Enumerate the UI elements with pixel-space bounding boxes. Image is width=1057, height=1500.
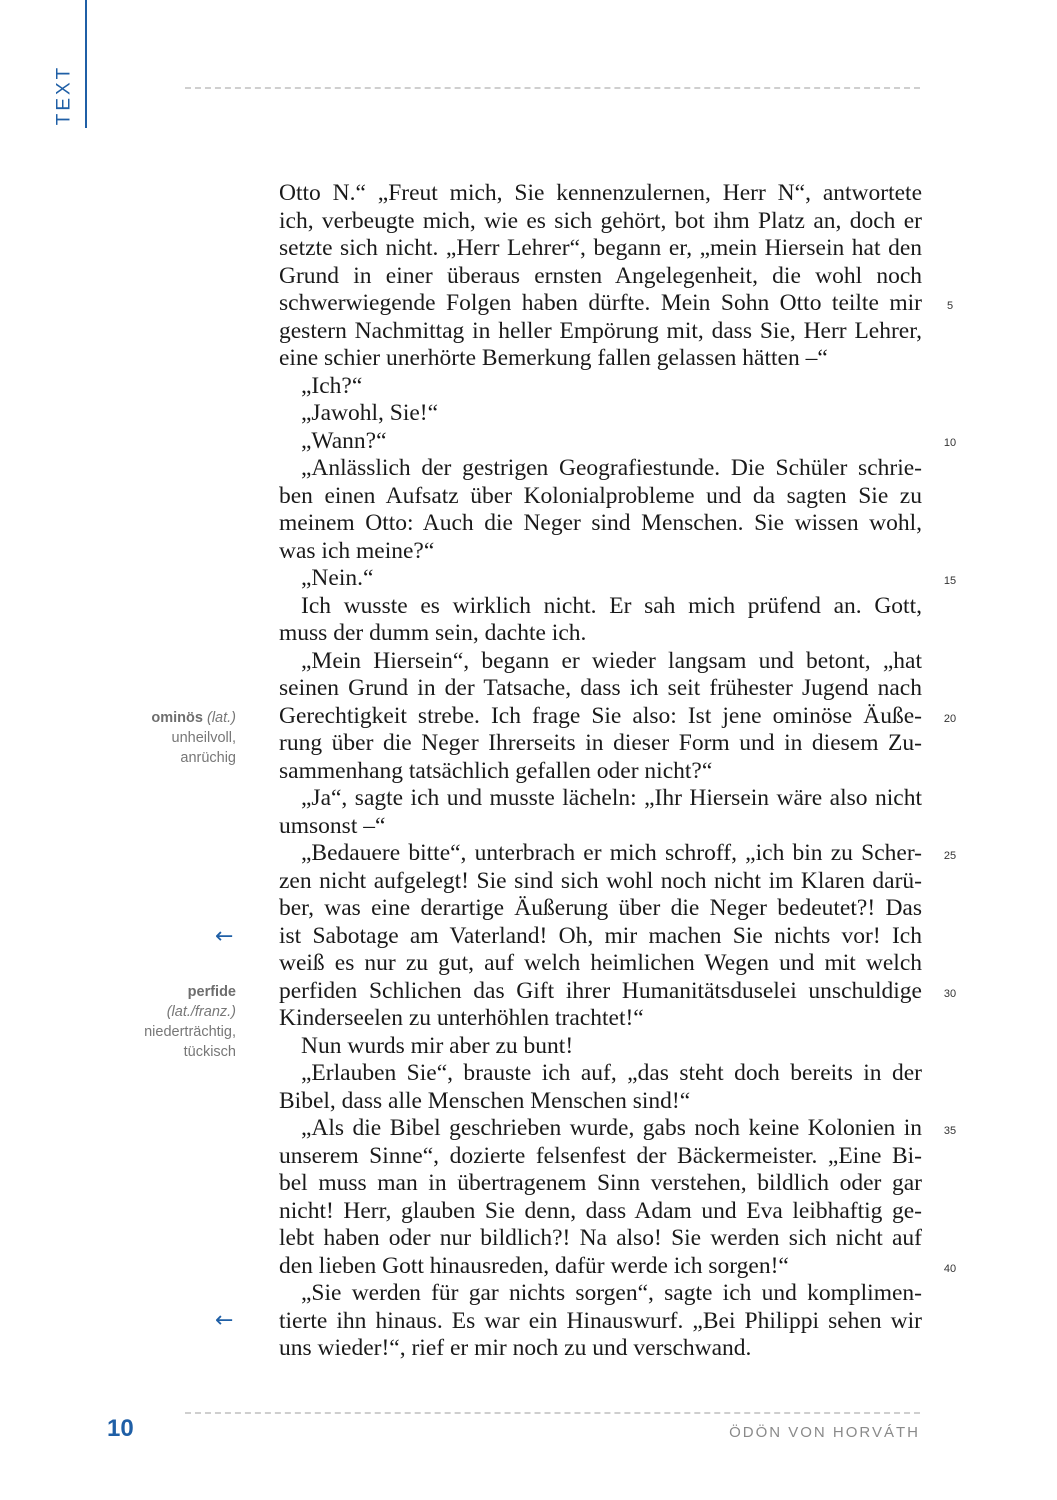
text-line: lebt haben oder nur bildlich?! Na also! Sie werden sich nicht auf bbox=[279, 1225, 922, 1251]
bottom-dashed-rule bbox=[185, 1412, 920, 1414]
text-line: seinen Grund in der Tatsache, dass ich seit frühester Jugend nach bbox=[279, 675, 922, 701]
text-line: ist Sabotage am Vaterland! Oh, mir machen Sie nichts vor! Ich bbox=[279, 922, 922, 949]
text-line: perfiden Schlichen das Gift ihrer Humanitätsduselei unschuldige bbox=[279, 977, 922, 1004]
text-line: nicht! Herr, glauben Sie denn, dass Adam und Eva leibhaftig ge- bbox=[279, 1197, 922, 1224]
text-line: „Anlässlich der gestrigen Geografiestunde. Die Schüler schrie- bbox=[301, 455, 922, 481]
text-line: unserem Sinne“, dozierte felsenfest der Bäckermeister. „Eine Bi- bbox=[279, 1142, 922, 1169]
text-line: schwerwiegende Folgen haben dürfte. Mein Sohn Otto teilte mir bbox=[279, 290, 922, 316]
line-number: 5 bbox=[946, 300, 954, 312]
left-arrow-icon: ← bbox=[215, 924, 234, 949]
gloss-meaning: unheilvoll, bbox=[171, 730, 236, 746]
line-number: 25 bbox=[943, 850, 957, 862]
gloss-term: ominös bbox=[151, 710, 203, 726]
text-line: Grund in einer überaus ernsten Angelegenheit, die wohl noch bbox=[279, 262, 922, 289]
text-line: Nun wurds mir aber zu bunt! bbox=[301, 1032, 574, 1059]
gloss-ominoes bbox=[151, 708, 236, 768]
text-line: den lieben Gott hinausreden, dafür werde ich sorgen!“ bbox=[279, 1252, 789, 1279]
text-line: eine schier unerhörte Bemerkung fallen gelassen hätten –“ bbox=[279, 345, 828, 371]
text-line: „Mein Hiersein“, begann er wieder langsam und betont, „hat bbox=[301, 647, 922, 674]
text-line: bel muss man in übertragenem Sinn verstehen, bildlich oder gar bbox=[279, 1170, 922, 1196]
text-line: muss der dumm sein, dachte ich. bbox=[279, 620, 587, 646]
gloss-meaning: tückisch bbox=[183, 1044, 236, 1060]
text-line: tierte ihn hinaus. Es war ein Hinauswurf. „Bei Philippi sehen wir bbox=[279, 1307, 922, 1334]
text-line: „Erlauben Sie“, brauste ich auf, „das steht doch bereits in der bbox=[301, 1060, 922, 1086]
text-line: sammenhang tatsächlich gefallen oder nicht?“ bbox=[279, 757, 713, 784]
text-line: zen nicht aufgelegt! Sie sind sich wohl noch nicht im Klaren darü- bbox=[279, 867, 922, 894]
text-line: ber, was eine derartige Äußerung über die Neger bedeutet?! Das bbox=[279, 895, 922, 921]
gloss-perfide bbox=[144, 982, 236, 1062]
gloss-origin: (lat.) bbox=[207, 710, 236, 726]
text-line: Gerechtigkeit strebe. Ich frage Sie also: Ist jene ominöse Äuße- bbox=[279, 702, 922, 729]
page-number: 10 bbox=[107, 1415, 134, 1442]
line-number: 15 bbox=[943, 575, 957, 587]
text-line: „Wann?“ bbox=[301, 427, 387, 454]
text-line: „Bedauere bitte“, unterbrach er mich schroff, „ich bin zu Scher- bbox=[301, 840, 922, 866]
gloss-origin: (lat./franz.) bbox=[166, 1004, 236, 1020]
text-line: weiß es nur zu gut, auf welch heimlichen Wegen und mit welch bbox=[279, 950, 922, 976]
text-line: meinem Otto: Auch die Neger sind Menschen. Sie wissen wohl, bbox=[279, 510, 922, 536]
section-label-text: TEXT bbox=[53, 64, 74, 126]
text-line: „Nein.“ bbox=[301, 565, 374, 591]
gloss-term: perfide bbox=[187, 984, 236, 1000]
text-line: „Als die Bibel geschrieben wurde, gabs noch keine Kolonien in bbox=[301, 1115, 922, 1141]
text-line: Kinderseelen zu unterhöhlen trachtet!“ bbox=[279, 1005, 644, 1031]
left-arrow-icon: ← bbox=[215, 1308, 234, 1333]
text-line: uns wieder!“, rief er mir noch zu und verschwand. bbox=[279, 1335, 752, 1361]
text-line: umsonst –“ bbox=[279, 812, 386, 839]
gloss-meaning: anrüchig bbox=[180, 750, 236, 766]
text-line: „Ja“, sagte ich und musste lächeln: „Ihr Hiersein wäre also nicht bbox=[301, 785, 922, 811]
text-line: Otto N.“ „Freut mich, Sie kennenzulernen, Herr N“, antwortete bbox=[279, 180, 922, 206]
line-number: 35 bbox=[943, 1125, 957, 1137]
text-line: ich, verbeugte mich, wie es sich gehört, bot ihm Platz an, doch er bbox=[279, 207, 922, 234]
text-line: „Sie werden für gar nichts sorgen“, sagte ich und komplimen- bbox=[301, 1280, 922, 1306]
section-label bbox=[44, 60, 84, 130]
text-line: rung über die Neger Ihrerseits in dieser Form und in diesem Zu- bbox=[279, 730, 922, 756]
text-line: was ich meine?“ bbox=[279, 537, 435, 564]
body-text bbox=[279, 180, 922, 1363]
text-line: Bibel, dass alle Menschen Menschen sind!“ bbox=[279, 1087, 691, 1114]
text-line: ben einen Aufsatz über Kolonialprobleme und da sagten Sie zu bbox=[279, 482, 922, 509]
text-line: „Jawohl, Sie!“ bbox=[301, 400, 439, 426]
running-footer-author: ÖDÖN VON HORVÁTH bbox=[729, 1424, 920, 1441]
text-line: gestern Nachmittag in heller Empörung mit, dass Sie, Herr Lehrer, bbox=[279, 317, 922, 344]
gloss-meaning: niederträchtig, bbox=[144, 1024, 236, 1040]
line-number: 10 bbox=[943, 437, 957, 449]
text-line: setzte sich nicht. „Herr Lehrer“, begann er, „mein Hiersein hat den bbox=[279, 235, 922, 261]
line-number: 20 bbox=[943, 713, 957, 725]
top-dashed-rule bbox=[185, 87, 920, 89]
section-rule bbox=[85, 0, 87, 128]
text-line: Ich wusste es wirklich nicht. Er sah mich prüfend an. Gott, bbox=[301, 592, 922, 619]
line-number: 30 bbox=[943, 988, 957, 1000]
text-line: „Ich?“ bbox=[301, 372, 363, 399]
line-number: 40 bbox=[943, 1263, 957, 1275]
